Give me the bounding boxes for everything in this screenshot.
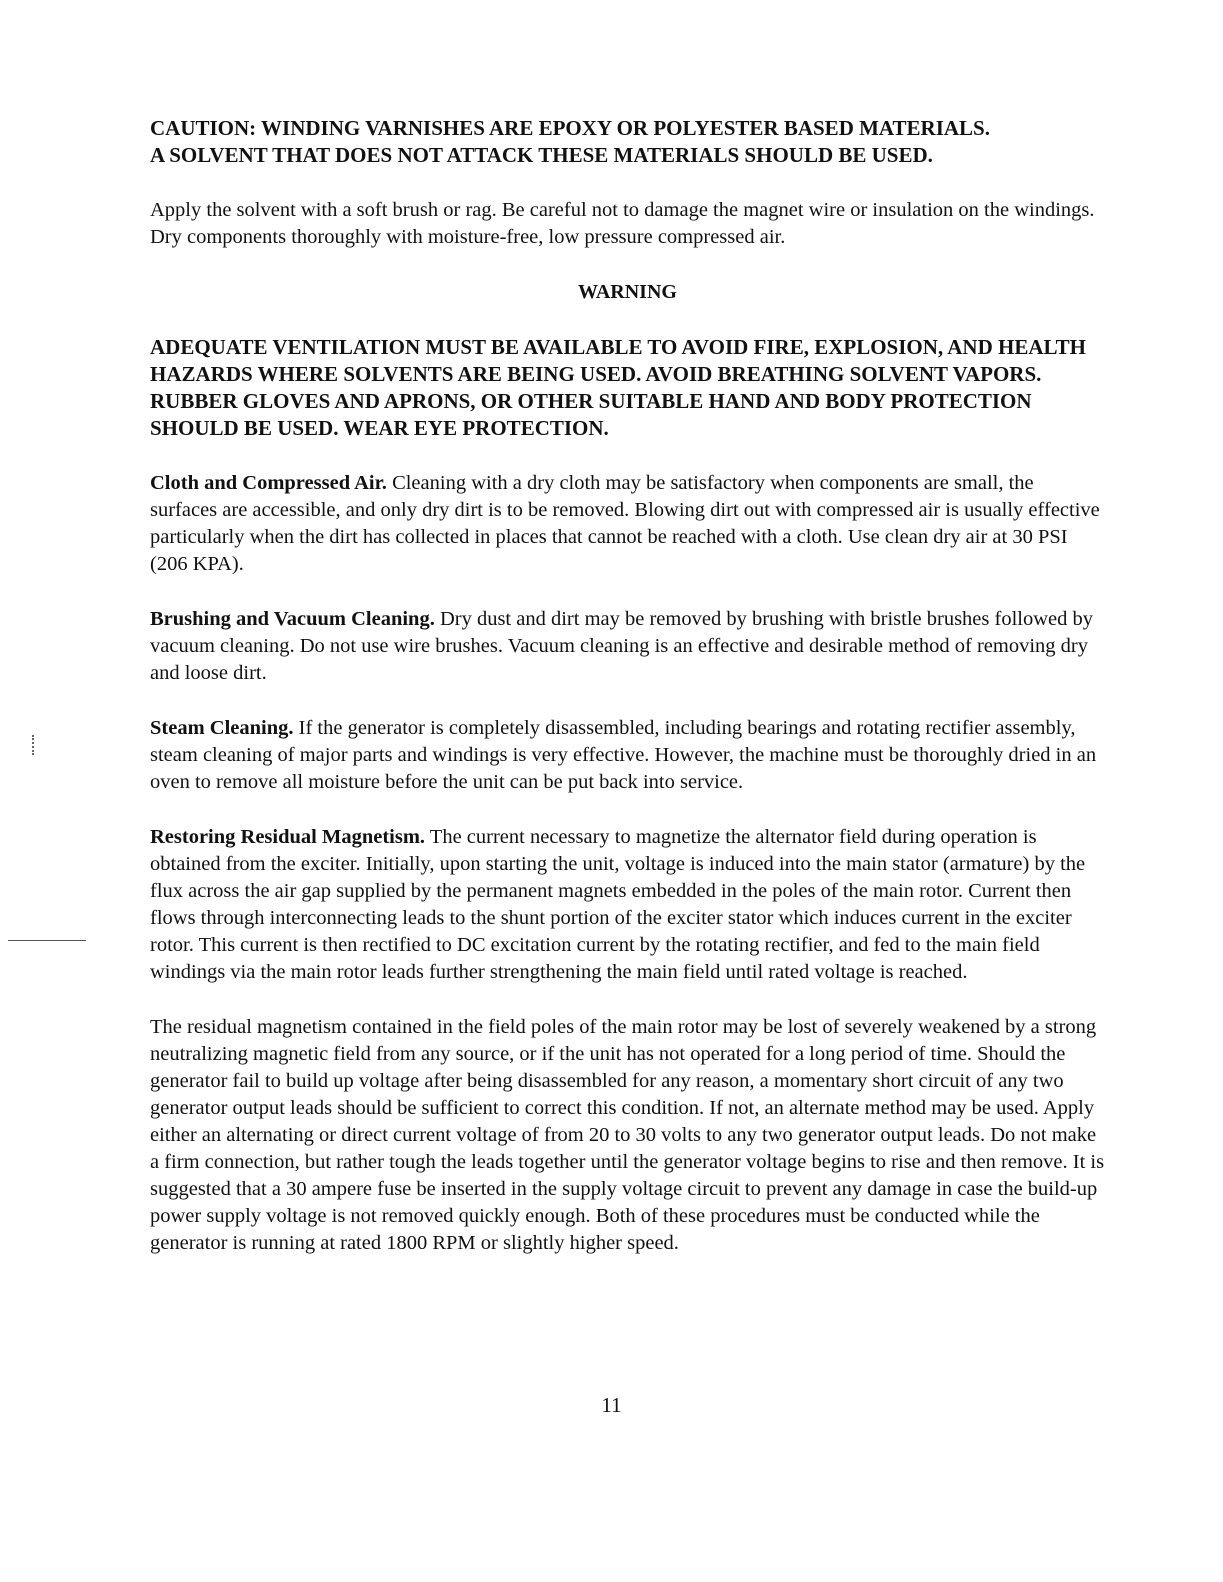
residual-paragraph-2: The residual magnetism contained in the field poles of the main rotor may be lost of severely weakened by a strong neutralizing magnetic field from any source, or if the unit has not operated for a long period of time. Should the generator fail to build up voltage after being disassembled for any reason, a momentary short circuit of any two generator output leads should be sufficient to correct this condition. If not, an alternate method may be used. Apply either an alternating or direct current voltage of from 20 to 30 volts to any two generator output leads. Do not make a firm connection, but rather tough the leads together until the generator voltage begins to rise and then remove. It is suggested that a 30 ampere fuse be inserted in the supply voltage circuit to prevent any damage in case the build-up power supply voltage is not removed quickly enough. Both of these procedures must be conducted while the generator is running at rated 1800 RPM or slightly higher speed. [150, 1016, 1105, 1254]
brushing-heading: Brushing and Vacuum Cleaning. [150, 608, 435, 630]
cloth-section [150, 470, 1105, 578]
caution-line-1: CAUTION: WINDING VARNISHES ARE EPOXY OR POLYESTER BASED MATERIALS. [150, 116, 990, 140]
caution-notice [150, 115, 1105, 169]
brushing-section [150, 606, 1105, 687]
caution-line-2: A SOLVENT THAT DOES NOT ATTACK THESE MATERIALS SHOULD BE USED. [150, 143, 933, 167]
page-number: 11 [601, 1393, 622, 1417]
residual-heading: Restoring Residual Magnetism. [150, 826, 426, 848]
warning-title: WARNING [578, 281, 677, 303]
warning-body: ADEQUATE VENTILATION MUST BE AVAILABLE TO AVOID FIRE, EXPLOSION, AND HEALTH HAZARDS WHERE SOLVENTS ARE BEING USED. AVOID BREATHING SOLVENT VAPORS. RUBBER GLOVES AND APRONS, OR OTHER SUITABLE HAND AND BODY PROTECTION SHOULD BE USED. WEAR EYE PROTECTION. [150, 335, 1086, 440]
brushing-text: Dry dust and dirt may be removed by brushing with bristle brushes followed by vacuum cleaning. Do not use wire brushes. Vacuum cleaning is an effective and desirable method of removing dry and loose dirt. [150, 608, 1094, 684]
cloth-text: Cleaning with a dry cloth may be satisfactory when components are small, the surfaces are accessible, and only dry dirt is to be removed. Blowing dirt out with compressed air is usually effective particularly when the dirt has collected in places that cannot be reached with a cloth. Use clean dry air at 30 PSI (206 KPA). [150, 472, 1100, 575]
steam-text: If the generator is completely disassembled, including bearings and rotating rectifier assembly, steam cleaning of major parts and windings is very effective. However, the machine must be thoroughly dried in an oven to remove all moisture before the unit can be put back into service. [150, 717, 1097, 793]
margin-scan-mark [32, 735, 36, 755]
document-page [150, 115, 1105, 1285]
residual-text: The current necessary to magnetize the alternator field during operation is obtained from the exciter. Initially, upon starting the unit, voltage is induced into the main stator (armature) by the flux across the air gap supplied by the permanent magnets embedded in the poles of the main rotor. Current then flows through interconnecting leads to the shunt portion of the exciter stator which induces current in the exciter rotor. This current is then rectified to DC excitation current by the rotating rectifier, and fed to the main field windings via the main rotor leads further strengthening the main field until rated voltage is reached. [150, 826, 1086, 983]
margin-scan-rule [8, 940, 86, 941]
apply-solvent-paragraph: Apply the solvent with a soft brush or rag. Be careful not to damage the magnet wire or insulation on the windings. Dry components thoroughly with moisture-free, low pressure compressed air. [150, 199, 1095, 248]
steam-heading: Steam Cleaning. [150, 717, 294, 739]
residual-section [150, 824, 1105, 986]
cloth-heading: Cloth and Compressed Air. [150, 472, 387, 494]
steam-section [150, 715, 1105, 796]
